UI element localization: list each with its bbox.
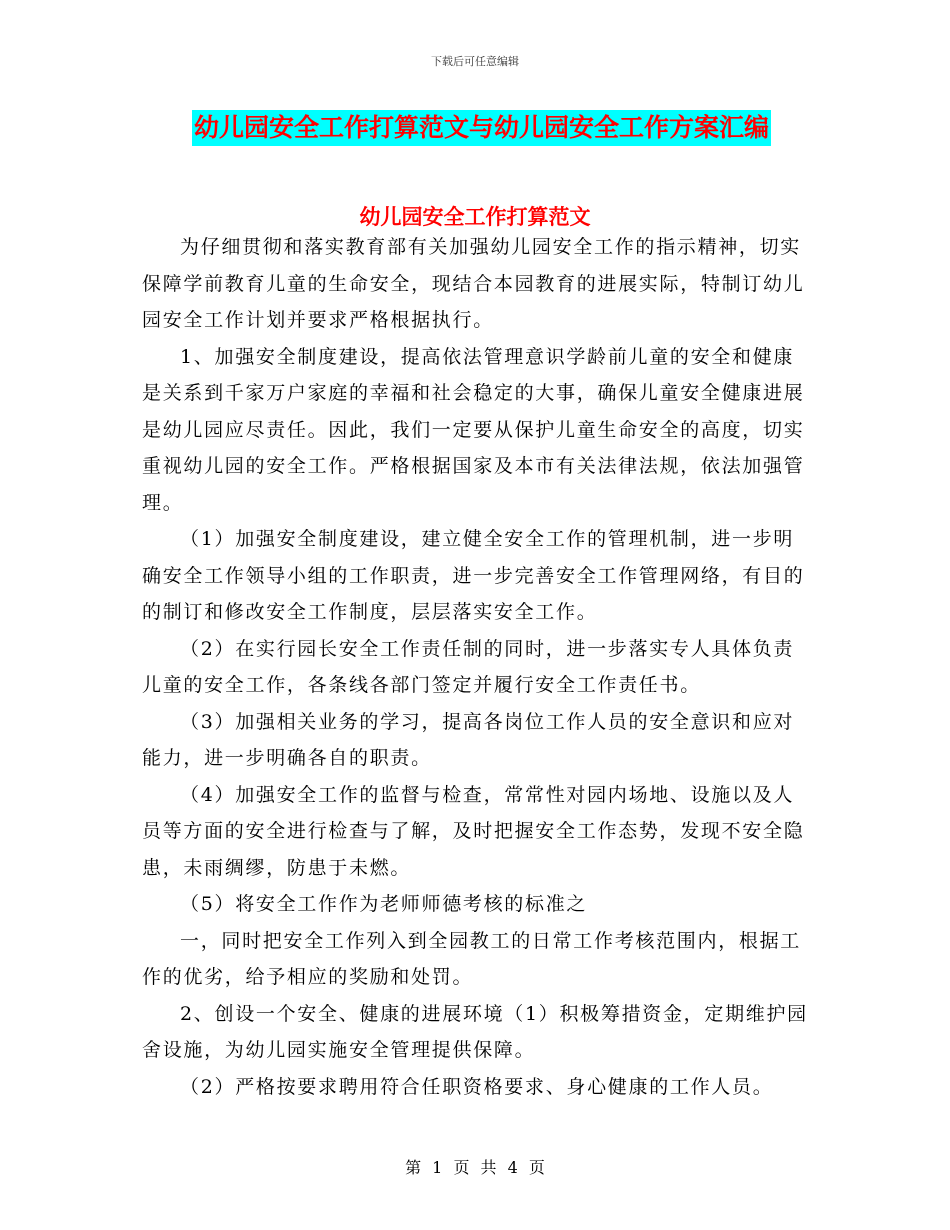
paragraph: 1、加强安全制度建设，提高依法管理意识学龄前儿童的安全和健康是关系到千家万户家庭的幸福和社会稳定的大事，确保儿童安全健康进展是幼儿园应尽责任。因此，我们一定要从保护儿童生命安全的高度，切实重视幼儿园的安全工作。严格根据国家及本市有关法律法规，依法加强管理。 xyxy=(142,345,805,514)
paragraph: （3）加强相关业务的学习，提高各岗位工作人员的安全意识和应对能力，进一步明确各自的职责。 xyxy=(142,710,795,769)
document-body xyxy=(142,229,808,1105)
paragraph: （4）加强安全工作的监督与检查，常常性对园内场地、设施以及人员等方面的安全进行检查与了解，及时把握安全工作态势，发现不安全隐患，未雨绸缪，防患于未燃。 xyxy=(142,783,805,879)
main-title: 幼儿园安全工作打算范文与幼儿园安全工作方案汇编 xyxy=(192,110,771,146)
paragraph: 2、创设一个安全、健康的进展环境（1）积极筹措资金，定期维护园舍设施，为幼儿园实施安全管理提供保障。 xyxy=(142,1002,808,1061)
paragraph: 一，同时把安全工作列入到全园教工的日常工作考核范围内，根据工作的优劣，给予相应的奖励和处罚。 xyxy=(142,929,802,988)
main-title-container xyxy=(192,110,771,146)
page-footer: 第 1 页 共 4 页 xyxy=(405,1158,545,1177)
paragraph: （1）加强安全制度建设，建立健全安全工作的管理机制，进一步明确安全工作领导小组的工作职责，进一步完善安全工作管理网络，有目的的制订和修改安全工作制度，层层落实安全工作。 xyxy=(142,528,805,623)
paragraph: （5）将安全工作作为老师师德考核的标准之 xyxy=(180,893,588,915)
paragraph: （2）在实行园长安全工作责任制的同时，进一步落实专人具体负责儿童的安全工作，各条线各部门签定并履行安全工作责任书。 xyxy=(142,637,795,696)
paragraph: （2）严格按要求聘用符合任职资格要求、身心健康的工作人员。 xyxy=(180,1075,774,1098)
header-note: 下载后可任意编辑 xyxy=(431,55,519,68)
paragraph: 为仔细贯彻和落实教育部有关加强幼儿园安全工作的指示精神，切实保障学前教育儿童的生命安全，现结合本园教育的进展实际，特制订幼儿园安全工作计划并要求严格根据执行。 xyxy=(142,236,805,331)
section-subtitle: 幼儿园安全工作打算范文 xyxy=(359,204,591,229)
